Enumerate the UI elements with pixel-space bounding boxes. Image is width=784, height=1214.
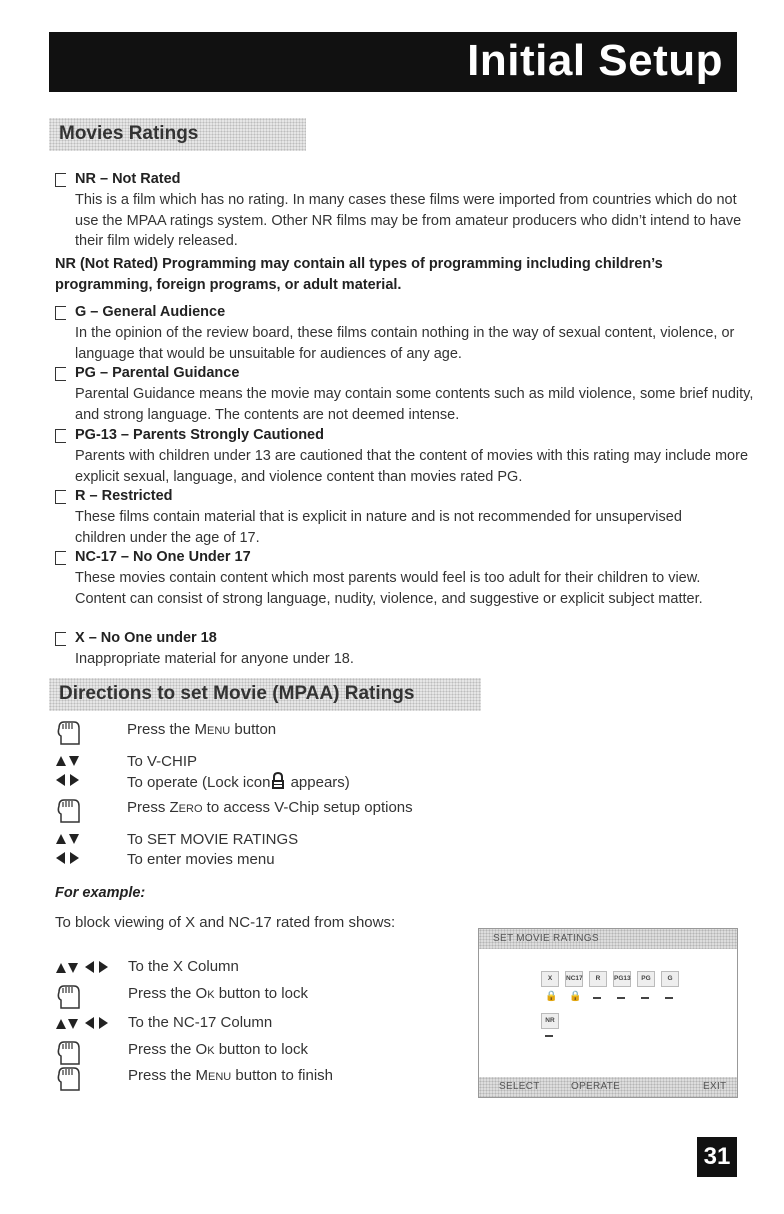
unlocked-dash [617, 997, 625, 999]
step-text-after: appears) [286, 774, 350, 791]
checkbox-icon [55, 490, 66, 504]
left-right-arrows-icon [55, 770, 81, 790]
step-suffix: to access V-Chip setup options [202, 799, 413, 816]
unlocked-dash [665, 997, 673, 999]
tv-select-label: SELECT [499, 1081, 540, 1092]
step-text: To V-CHIP [127, 753, 198, 770]
page-title: Initial Setup [467, 36, 723, 85]
item-body: Parental Guidance means the movie may contain some contents such as mild violence, some brief nudity, and strong language. The contents are not deemed intense. [75, 386, 754, 423]
directions-banner [49, 678, 481, 711]
remote-hand-icon [55, 796, 81, 824]
step-suffix: button to lock [214, 1041, 308, 1058]
left-right-arrows-icon [55, 848, 81, 868]
step-prefix: Press the [128, 1067, 196, 1084]
unlocked-dash [593, 997, 601, 999]
item-body: In the opinion of the review board, these films contain nothing in the way of sexual content, violence, or language that would be unsuitable for audiences of any age. [75, 325, 735, 362]
step-text: To SET MOVIE RATINGS [127, 831, 299, 848]
up-down-arrows-icon [55, 828, 81, 848]
step-prefix: Press the [127, 721, 195, 738]
item-title: R – Restricted [75, 488, 173, 504]
rating-cell: G [661, 971, 679, 987]
checkbox-icon [55, 632, 66, 646]
header-bar [49, 32, 737, 92]
step-prefix: Press the [128, 1041, 196, 1058]
item-title: NC-17 – No One Under 17 [75, 549, 251, 565]
example-intro: To block viewing of X and NC-17 rated from shows: [55, 914, 396, 931]
movies-ratings-heading: Movies Ratings [59, 123, 199, 144]
tv-top-bar [479, 929, 737, 949]
remote-hand-icon [55, 718, 81, 746]
nr-warning: NR (Not Rated) Programming may contain all types of programming including children’s programming, foreign programs, or adult material. [55, 256, 663, 293]
lock-icon: 🔒 [569, 991, 582, 1002]
checkbox-icon [55, 429, 66, 443]
item-body: This is a film which has no rating. In many cases these films were imported from countries which do not use the MPAA ratings system. Other NR films may be from amateur producers who didn’t intend to have their film widely released. [75, 192, 742, 249]
rating-cell: PG13 [613, 971, 631, 987]
rating-cell: NC17 [565, 971, 583, 987]
lock-icon [271, 772, 285, 790]
ok-key: Ok [195, 1041, 215, 1058]
step-prefix: Press the [128, 985, 196, 1002]
arrows-icon [55, 957, 123, 977]
step-suffix: button [230, 721, 277, 738]
remote-hand-icon [55, 1064, 81, 1092]
item-title: X – No One under 18 [75, 630, 217, 646]
arrows-icon [55, 1013, 123, 1033]
page-number-box [697, 1137, 737, 1177]
up-down-arrows-icon [55, 750, 81, 770]
checkbox-icon [55, 367, 66, 381]
tv-bottom-bar [479, 1077, 737, 1097]
checkbox-icon [55, 551, 66, 565]
page-number: 31 [703, 1143, 731, 1170]
item-title: G – General Audience [75, 304, 226, 320]
movies-ratings-banner [49, 118, 306, 151]
step-suffix: button to lock [214, 985, 308, 1002]
menu-key: Menu [195, 1067, 232, 1084]
item-title: PG-13 – Parents Strongly Cautioned [75, 427, 324, 443]
checkbox-icon [55, 173, 66, 187]
rating-cell: PG [637, 971, 655, 987]
step-prefix: Press [127, 799, 170, 816]
item-title: NR – Not Rated [75, 171, 181, 187]
remote-hand-icon [55, 1038, 81, 1066]
checkbox-icon [55, 306, 66, 320]
item-body: These films contain material that is explicit in nature and is not recommended for unsupervised children under the age of 17. [75, 509, 682, 546]
tv-screen-illustration [478, 928, 738, 1098]
unlocked-dash [641, 997, 649, 999]
rating-cell: R [589, 971, 607, 987]
rating-cell: NR [541, 1013, 559, 1029]
remote-hand-icon [55, 982, 81, 1010]
item-title: PG – Parental Guidance [75, 365, 240, 381]
step-text: To the X Column [128, 958, 239, 975]
lock-icon: 🔒 [545, 991, 558, 1002]
step-suffix: button to finish [231, 1067, 333, 1084]
tv-exit-label: EXIT [703, 1081, 727, 1092]
step-text-before: To operate (Lock icon [127, 774, 271, 791]
rating-cell: X [541, 971, 559, 987]
tv-top-label: SET MOVIE RATINGS [493, 933, 599, 944]
tv-operate-label: OPERATE [571, 1081, 621, 1092]
ok-key: Ok [195, 985, 215, 1002]
item-body: These movies contain content which most parents would feel is too adult for their children to view. Content can consist of strong language, nudity, violence, and suggestive or explicit subject matter. [75, 570, 703, 607]
unlocked-dash [545, 1035, 553, 1037]
example-title: For example: [55, 885, 146, 901]
step-text: To the NC-17 Column [128, 1014, 273, 1031]
item-body: Inappropriate material for anyone under 18. [75, 651, 354, 667]
item-body: Parents with children under 13 are cautioned that the content of movies with this rating may include more explicit sexual, language, and violence content than movies rated PG. [75, 448, 749, 485]
zero-key: Zero [169, 799, 203, 816]
menu-key: Menu [194, 721, 231, 738]
directions-heading: Directions to set Movie (MPAA) Ratings [59, 683, 415, 704]
step-text: To enter movies menu [127, 851, 275, 868]
